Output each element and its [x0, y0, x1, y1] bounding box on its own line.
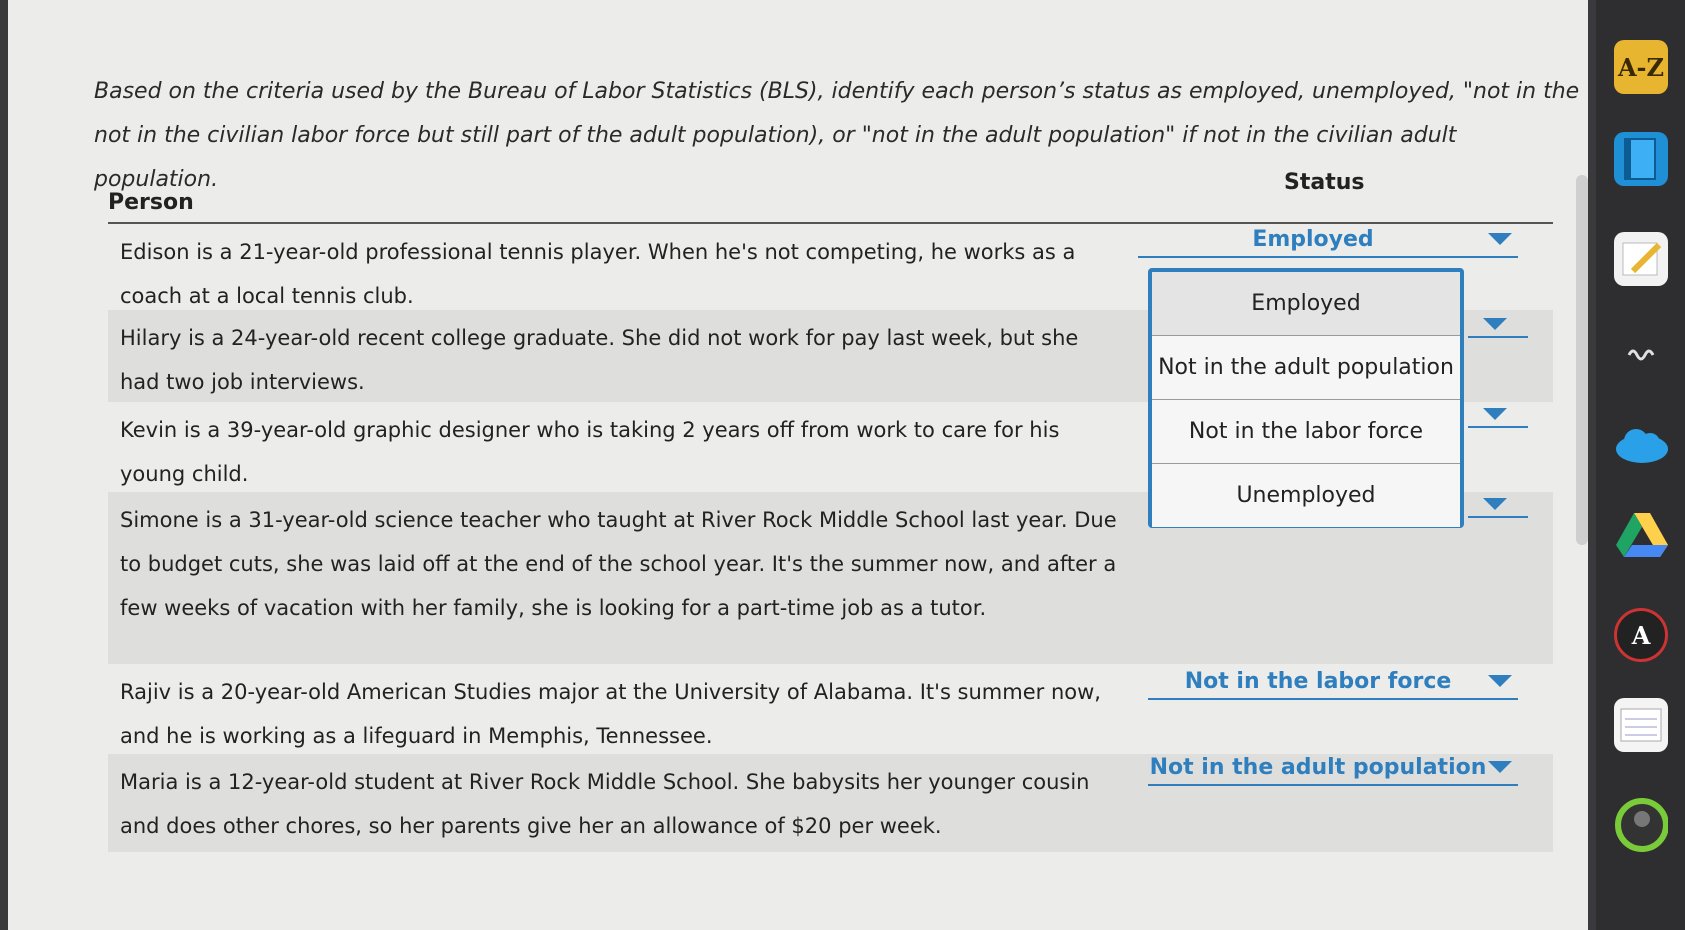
status-select-edison[interactable]	[1138, 222, 1518, 258]
notes-pencil-icon[interactable]	[1614, 232, 1668, 286]
a-plus-icon: A	[1631, 620, 1651, 650]
scrollbar[interactable]	[1576, 175, 1588, 545]
dictionary-app-icon[interactable]	[1614, 40, 1668, 94]
row-text: Maria is a 12-year-old student at River Rock Middle School. She babysits her younger cousin and does other chores, so her parents give her an allowance of $20 per week.	[120, 770, 1090, 838]
status-dropdown-menu	[1148, 268, 1464, 528]
chevron-down-icon[interactable]	[1483, 318, 1507, 330]
cloud-icon[interactable]	[1614, 418, 1668, 472]
chevron-down-icon[interactable]	[1483, 498, 1507, 510]
user-ring-icon[interactable]	[1614, 798, 1668, 852]
az-label: A-Z	[1617, 52, 1665, 82]
book-icon[interactable]	[1614, 132, 1668, 186]
row-text: Hilary is a 24-year-old recent college graduate. She did not work for pay last week, but she had two job interviews.	[120, 326, 1079, 394]
status-value: Not in the labor force	[1184, 668, 1452, 694]
google-drive-icon[interactable]	[1614, 508, 1668, 562]
grade-app-icon[interactable]	[1614, 608, 1668, 662]
dropdown-option-not-in-adult-population[interactable]: Not in the adult population	[1152, 336, 1460, 400]
chevron-down-icon[interactable]	[1488, 675, 1512, 687]
status-header: Status	[1284, 170, 1365, 195]
dropdown-option-employed[interactable]: Employed	[1152, 272, 1460, 336]
chevron-down-icon[interactable]	[1488, 233, 1512, 245]
dropdown-option-not-in-labor-force[interactable]: Not in the labor force	[1152, 400, 1460, 464]
sound-wave-icon	[1619, 333, 1663, 377]
notepad-icon[interactable]	[1614, 698, 1668, 752]
row-text: Rajiv is a 20-year-old American Studies major at the University of Alabama. It's summer now, and he is working as a lifeguard in Memphis, Tennessee.	[120, 680, 1101, 748]
row-text: Edison is a 21-year-old professional tennis player. When he's not competing, he works as a coach at a local tennis club.	[120, 240, 1076, 308]
person-header: Person	[108, 190, 194, 215]
chevron-down-icon[interactable]	[1488, 761, 1512, 773]
status-value: Employed	[1252, 226, 1374, 252]
dropdown-option-unemployed[interactable]: Unemployed	[1152, 464, 1460, 527]
status-select-kevin[interactable]	[1468, 402, 1528, 428]
question-line-1: Based on the criteria used by the Bureau of Labor Statistics (BLS), identify each person’s status as employed, unemployed, "not in the	[94, 79, 1580, 104]
status-select-rajiv[interactable]	[1148, 664, 1518, 700]
status-select-hilary[interactable]	[1468, 312, 1528, 338]
row-text: Simone is a 31-year-old science teacher who taught at River Rock Middle School last year. Due to budget cuts, she was laid off at the end of the school year. It's the summer now, and after a few weeks of vacation with her family, she is looking for a part-time job as a tutor.	[120, 508, 1117, 620]
audio-wave-icon[interactable]	[1614, 328, 1668, 382]
question-line-2: not in the civilian labor force but still part of the adult population), or "not in the adult population" if not in the civilian adult population.	[94, 123, 1457, 192]
drive-triangle-icon	[1614, 511, 1668, 559]
row-text: Kevin is a 39-year-old graphic designer who is taking 2 years off from work to care for his young child.	[120, 418, 1060, 486]
worksheet-page	[8, 0, 1588, 930]
lined-paper-icon	[1619, 705, 1663, 745]
status-select-maria[interactable]	[1148, 750, 1518, 786]
cloud-icon-graphic	[1614, 425, 1668, 465]
status-select-simone[interactable]	[1468, 492, 1528, 518]
book-icon-graphic	[1621, 137, 1661, 181]
pencil-icon	[1619, 237, 1663, 281]
status-value: Not in the adult population	[1149, 754, 1487, 780]
avatar-ring-icon	[1614, 797, 1668, 853]
app-dock	[1596, 0, 1685, 930]
chevron-down-icon[interactable]	[1483, 408, 1507, 420]
